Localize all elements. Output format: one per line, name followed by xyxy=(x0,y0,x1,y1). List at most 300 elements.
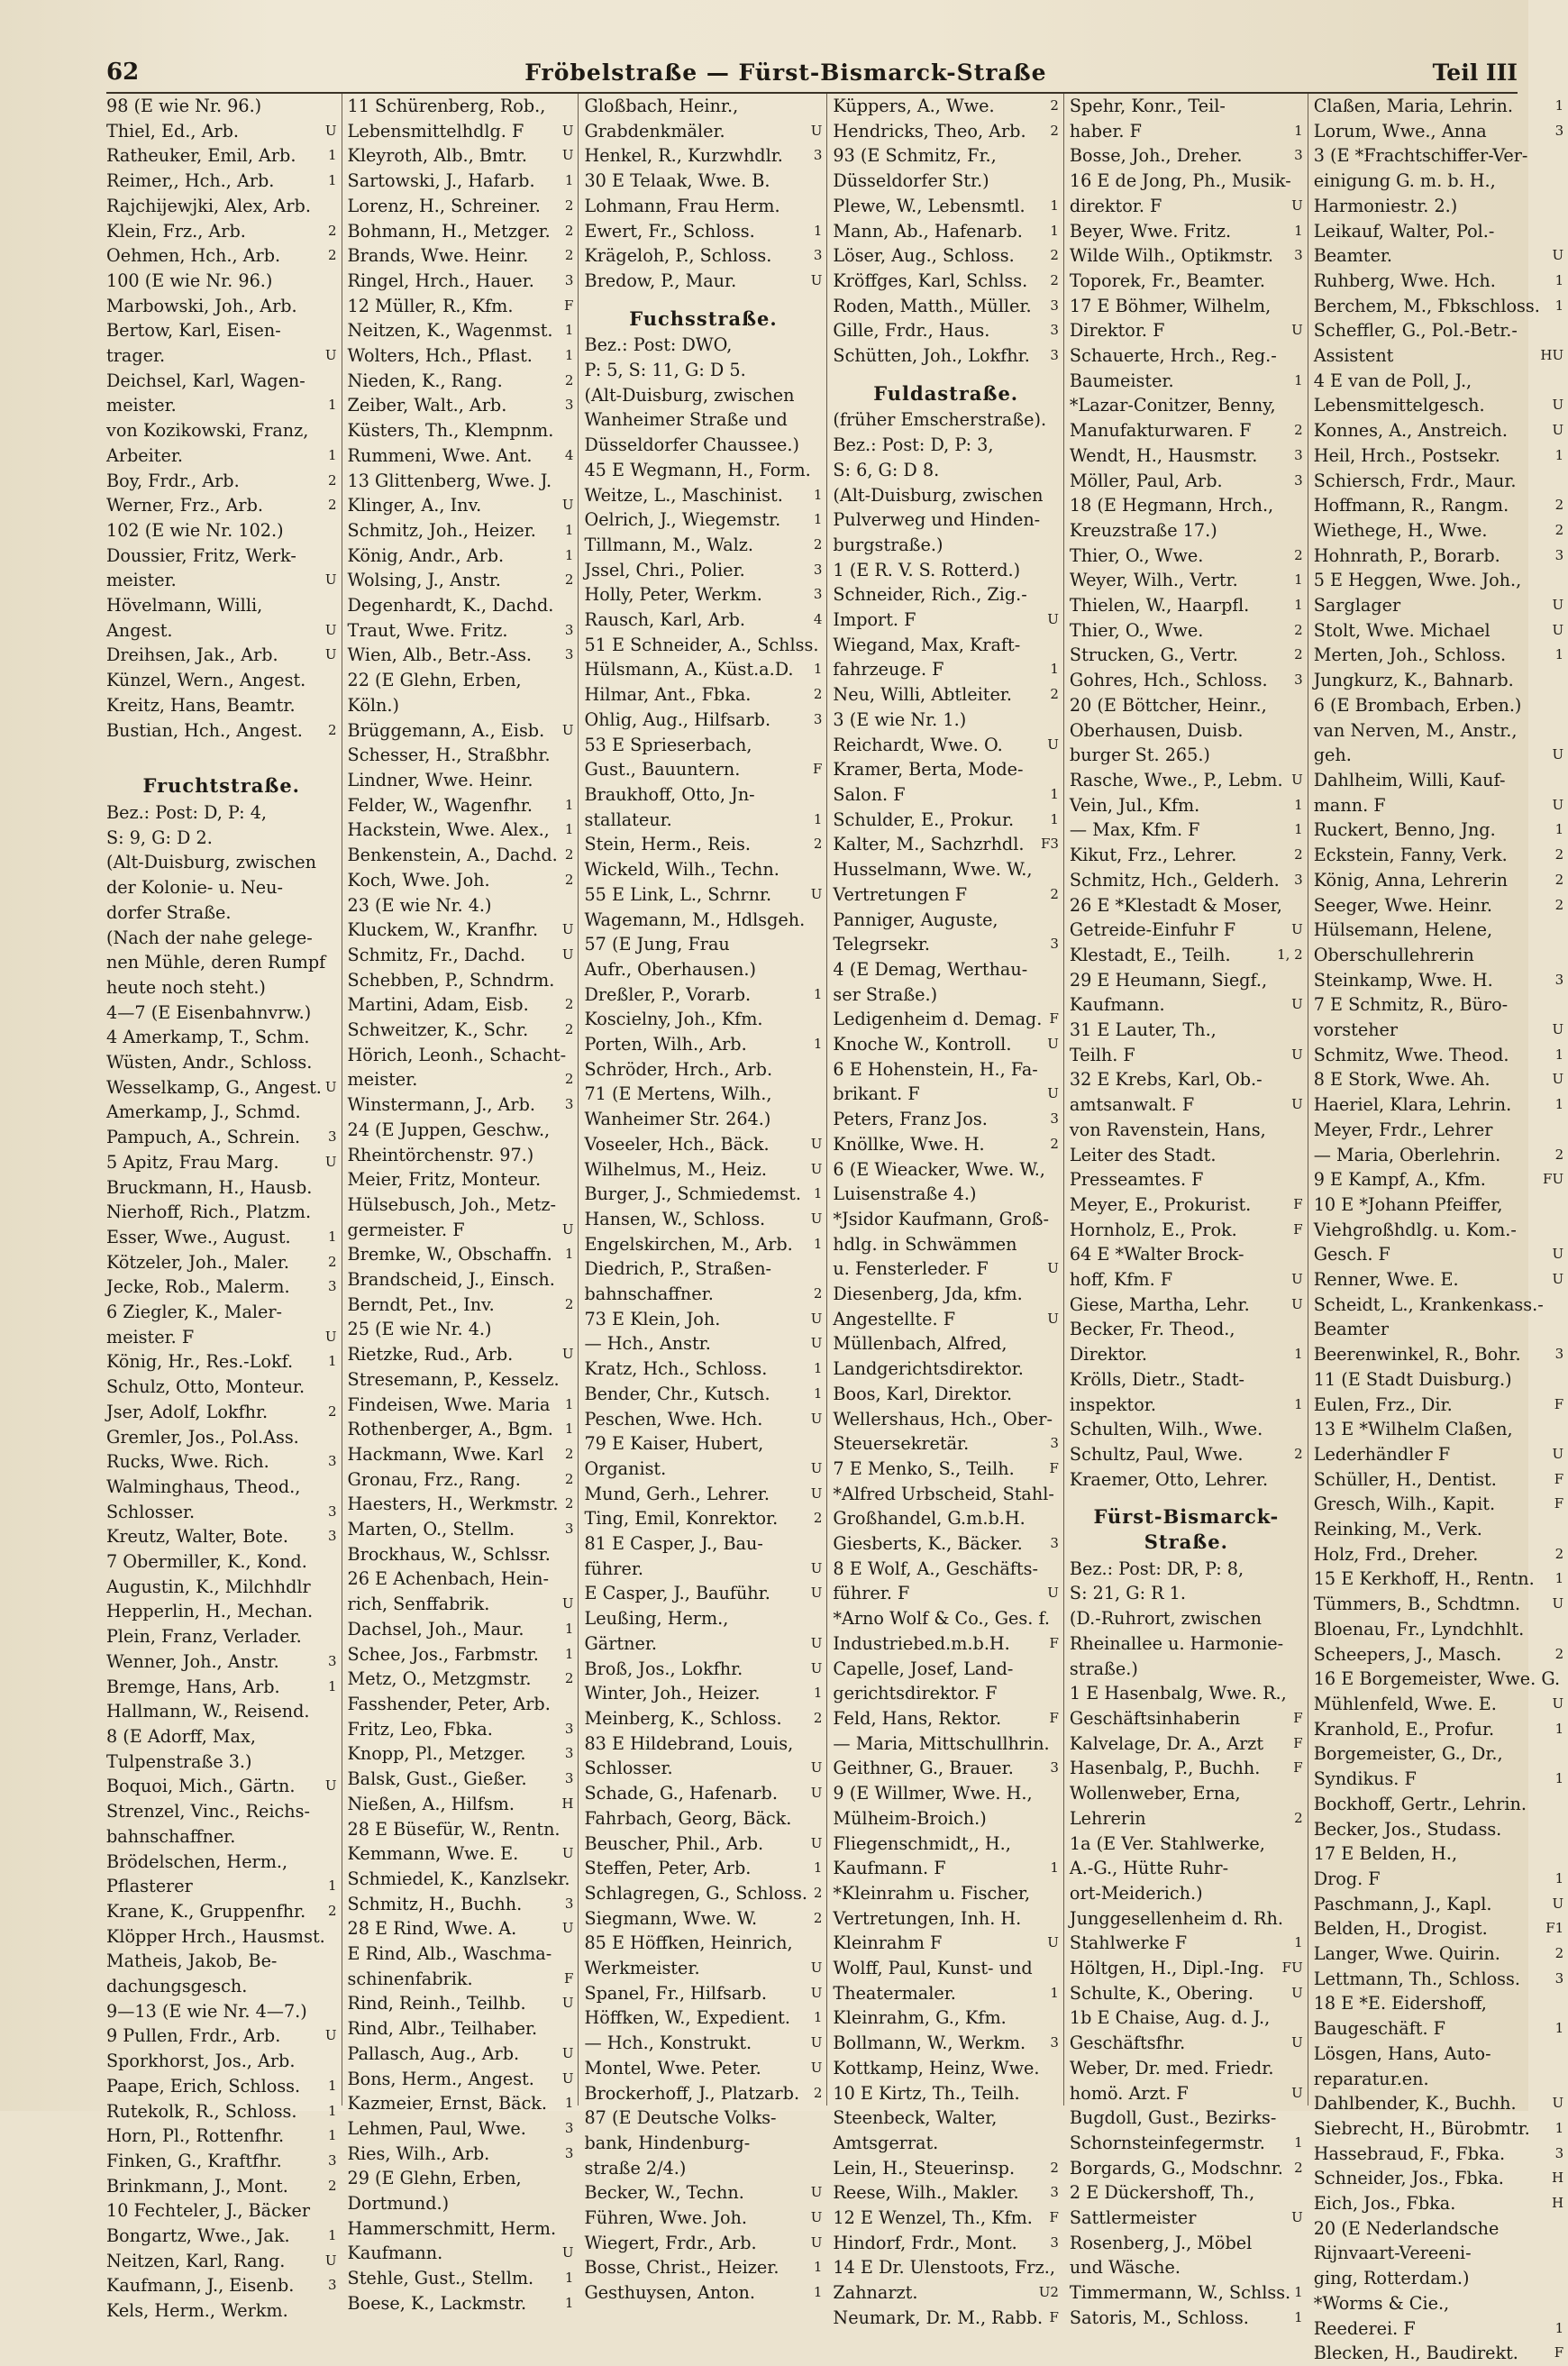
entry-text: Teilh. F xyxy=(1069,1044,1135,1065)
directory-entry xyxy=(1070,1143,1303,1168)
entry-text: Thier, O., Wwe. xyxy=(1069,544,1204,566)
entry-text: Peters, Franz Jos. xyxy=(833,1109,988,1130)
entry-text: Angestellte. F xyxy=(833,1308,956,1329)
entry-suffix: U xyxy=(561,945,574,963)
entry-suffix xyxy=(333,2298,337,2324)
entry-suffix: U xyxy=(561,2069,574,2087)
directory-entry xyxy=(106,169,337,194)
entry-text: germeister. F xyxy=(347,1219,465,1240)
entry-text: 87 (E Deutsche Volks- xyxy=(584,2107,777,2129)
entry-text: Lebensmittelhdlg. F xyxy=(347,120,524,142)
entry-suffix: 2 xyxy=(1050,97,1059,114)
page-header xyxy=(106,52,1518,94)
entry-suffix xyxy=(570,94,573,119)
directory-entry xyxy=(1314,544,1563,569)
entry-suffix: 1 xyxy=(813,1384,823,1402)
directory-entry xyxy=(348,593,574,618)
directory-entry xyxy=(833,1482,1059,1507)
entry-text: Wiegert, Frdr., Arb. xyxy=(584,2232,757,2253)
directory-entry xyxy=(1314,1567,1563,1592)
entry-text: 83 E Hildebrand, Louis, xyxy=(584,1732,794,1754)
directory-entry xyxy=(348,718,574,744)
entry-suffix: 2 xyxy=(564,1021,574,1038)
entry-suffix xyxy=(818,857,822,882)
entry-text: Benkenstein, A., Dachd. xyxy=(347,845,558,866)
entry-suffix xyxy=(818,1731,822,1757)
directory-entry xyxy=(106,369,337,394)
directory-entry xyxy=(348,1018,574,1043)
directory-entry xyxy=(106,1624,337,1649)
directory-entry xyxy=(106,1100,337,1125)
entry-text: Hörich, Leonh., Schacht- xyxy=(347,1044,567,1065)
directory-entry xyxy=(1314,1667,1563,1692)
entry-suffix: 1 xyxy=(328,1353,337,1370)
entry-suffix: 1 xyxy=(813,486,823,503)
entry-text: Toporek, Fr., Beamter. xyxy=(1069,269,1265,291)
entry-suffix xyxy=(333,1724,337,1749)
directory-entry xyxy=(1070,1293,1303,1318)
directory-entry xyxy=(1314,343,1563,369)
directory-entry xyxy=(1314,2166,1563,2191)
entry-suffix xyxy=(1299,1242,1303,1267)
entry-suffix xyxy=(1560,1317,1563,1342)
directory-entry xyxy=(348,1342,574,1367)
entry-text: Amtsgerrat. xyxy=(833,2132,939,2153)
entry-text: Belden, H., Drogist. xyxy=(1313,1918,1488,1940)
entry-text: Beamter. xyxy=(1313,245,1393,267)
entry-text: 10 Fechteler, J., Bäcker xyxy=(106,2200,310,2222)
entry-suffix: H xyxy=(1552,2170,1564,2187)
entry-text: Voseeler, Hch., Bäck. xyxy=(584,1133,770,1155)
entry-suffix xyxy=(1299,1417,1303,1442)
entry-text: Schmitz, Joh., Heizer. xyxy=(347,519,536,541)
entry-text: inspektor. xyxy=(1069,1393,1156,1415)
entry-suffix xyxy=(1560,1741,1563,1767)
entry-suffix: H xyxy=(1552,2195,1564,2212)
directory-entry xyxy=(1070,1218,1303,1243)
entry-text: Felder, W., Wagenfhr. xyxy=(347,794,533,816)
entry-text: Wickeld, Wilh., Techn. xyxy=(584,859,779,881)
entry-text: Stehle, Gust., Stellm. xyxy=(347,2268,534,2289)
column-2 xyxy=(342,94,579,2314)
entry-text: Sartowski, J., Hafarb. xyxy=(347,170,535,192)
entry-suffix: 2 xyxy=(564,1295,574,1312)
entry-text: Vertretungen, Inh. H. xyxy=(833,1907,1022,1929)
directory-entry xyxy=(1314,2191,1563,2216)
entry-suffix: 3 xyxy=(813,586,823,603)
directory-entry xyxy=(1070,843,1303,868)
entry-suffix xyxy=(333,1175,337,1201)
entry-suffix: 1 xyxy=(813,985,823,1002)
entry-text: Marten, O., Stellm. xyxy=(347,1519,515,1540)
entry-suffix: 1 xyxy=(1294,1934,1303,1951)
entry-suffix: U xyxy=(1552,1595,1564,1612)
directory-entry xyxy=(106,1225,337,1250)
entry-text: Hülsemann, Helene, xyxy=(1313,919,1493,941)
directory-entry xyxy=(1314,269,1563,294)
entry-text: 28 E Büsefür, W., Rentn. xyxy=(347,1818,561,1840)
directory-entry xyxy=(833,1856,1059,1881)
directory-entry xyxy=(584,1256,822,1282)
entry-text: burger St. 265.) xyxy=(1069,745,1210,766)
entry-suffix: 1 xyxy=(813,1360,823,1377)
directory-entry xyxy=(1070,1781,1303,1806)
directory-entry xyxy=(584,333,822,358)
directory-entry xyxy=(1070,1731,1303,1757)
entry-suffix: F xyxy=(1049,2209,1059,2226)
entry-text: Ledigenheim d. Demag. xyxy=(833,1009,1043,1030)
entry-suffix xyxy=(333,1949,337,1974)
directory-entry xyxy=(1070,343,1303,369)
directory-entry xyxy=(833,908,1059,933)
entry-text: Rheintörchenstr. 97.) xyxy=(347,1144,534,1165)
entry-text: Pulverweg und Hinden- xyxy=(833,509,1041,531)
entry-text: ort-Meiderich.) xyxy=(1069,1882,1203,1904)
entry-suffix: 1 xyxy=(813,1685,823,1702)
entry-text: Heil, Hrch., Postsekr. xyxy=(1313,444,1500,466)
entry-suffix: U xyxy=(810,1759,823,1777)
entry-suffix: 1 xyxy=(1294,2308,1303,2325)
directory-entry xyxy=(833,1706,1059,1731)
directory-entry xyxy=(1314,318,1563,343)
entry-suffix: U xyxy=(1552,1895,1564,1912)
directory-entry xyxy=(584,1407,822,1432)
entry-suffix: F1 xyxy=(1545,1920,1564,1937)
directory-entry xyxy=(1070,918,1303,943)
entry-text: Gesch. F xyxy=(1313,1244,1390,1265)
entry-suffix xyxy=(1299,893,1303,918)
entry-suffix xyxy=(818,358,822,383)
entry-text: Kottkamp, Heinz, Wwe. xyxy=(833,2057,1040,2078)
directory-entry xyxy=(348,343,574,369)
entry-text: hoff, Kfm. F xyxy=(1069,1269,1173,1291)
entry-suffix: U xyxy=(1047,1934,1059,1951)
entry-suffix xyxy=(333,1050,337,1075)
entry-suffix: F xyxy=(1049,1710,1059,1726)
directory-entry xyxy=(1070,618,1303,644)
directory-entry xyxy=(348,868,574,893)
entry-suffix: U xyxy=(810,1959,823,1977)
entry-suffix: 2 xyxy=(328,721,337,738)
entry-text: 93 (E Schmitz, Fr., xyxy=(833,145,997,167)
directory-entry xyxy=(584,1531,822,1557)
entry-text: 17 E Belden, H., xyxy=(1313,1843,1458,1865)
entry-text: Scheffler, G., Pol.-Betr.- xyxy=(1313,320,1518,342)
entry-suffix xyxy=(1299,294,1303,319)
entry-text: trager. xyxy=(106,345,166,367)
directory-entry xyxy=(106,294,337,319)
entry-text: *Kleinrahm u. Fischer, xyxy=(833,1882,1031,1904)
entry-suffix: 3 xyxy=(1554,546,1564,563)
directory-entry xyxy=(348,393,574,418)
entry-suffix: 3 xyxy=(1294,671,1303,689)
entry-suffix xyxy=(818,458,822,483)
entry-text: Bons, Herm., Angest. xyxy=(347,2068,534,2089)
entry-text: Strenzel, Vinc., Reichs- xyxy=(106,1801,310,1822)
entry-text: Dahlheim, Willi, Kauf- xyxy=(1313,769,1506,790)
entry-suffix: U xyxy=(1552,746,1564,763)
entry-text: Schauerte, Hrch., Reg.- xyxy=(1069,345,1277,367)
directory-entry xyxy=(348,1267,574,1293)
directory-entry xyxy=(1070,2306,1303,2331)
directory-entry xyxy=(833,318,1059,343)
entry-suffix xyxy=(333,1575,337,1600)
directory-entry xyxy=(106,875,337,900)
entry-text: Sattlermeister xyxy=(1069,2207,1197,2229)
entry-text: von Kozikowski, Franz, xyxy=(106,420,309,442)
entry-suffix xyxy=(1055,982,1059,1008)
entry-text: Führen, Wwe. Joh. xyxy=(584,2207,747,2229)
directory-entry xyxy=(1070,1192,1303,1218)
entry-suffix xyxy=(570,2216,573,2242)
directory-entry xyxy=(348,743,574,768)
entry-suffix xyxy=(570,693,573,718)
entry-suffix: 2 xyxy=(328,247,337,264)
entry-text: Löser, Aug., Schloss. xyxy=(833,245,1015,267)
entry-suffix xyxy=(1560,2067,1563,2092)
entry-text: Weyer, Wilh., Vertr. xyxy=(1069,570,1238,591)
entry-text: — Maria, Mittschullhrin. xyxy=(833,1732,1050,1754)
directory-entry xyxy=(833,932,1059,957)
entry-suffix xyxy=(1299,94,1303,119)
entry-text: Lehrerin xyxy=(1069,1807,1146,1829)
entry-text: gerichtsdirektor. F xyxy=(833,1683,998,1704)
entry-text: direktor. F xyxy=(1069,195,1162,216)
directory-entry xyxy=(348,2016,574,2042)
entry-suffix: U xyxy=(561,2044,574,2061)
entry-suffix: 1 xyxy=(564,1246,574,1263)
entry-suffix xyxy=(333,2049,337,2074)
entry-text: Giese, Martha, Lehr. xyxy=(1069,1293,1250,1315)
entry-text: und Wäsche. xyxy=(1069,2257,1181,2279)
directory-entry xyxy=(1070,893,1303,918)
entry-text: Jser, Adolf, Lokfhr. xyxy=(106,1401,269,1422)
directory-entry xyxy=(106,243,337,269)
entry-suffix: U xyxy=(810,2059,823,2076)
entry-suffix xyxy=(333,1599,337,1624)
entry-suffix: 1 xyxy=(813,1235,823,1252)
directory-entry xyxy=(833,733,1059,758)
directory-entry xyxy=(584,708,822,733)
directory-entry xyxy=(1070,2156,1303,2181)
entry-text: burgstraße.) xyxy=(833,534,944,555)
entry-suffix xyxy=(333,926,337,951)
directory-entry xyxy=(348,94,574,119)
directory-entry xyxy=(833,1931,1059,1956)
directory-entry xyxy=(584,1382,822,1407)
entry-suffix: U xyxy=(1291,196,1303,214)
entry-text: Claßen, Maria, Lehrin. xyxy=(1313,96,1513,116)
directory-entry xyxy=(833,1256,1059,1282)
directory-entry xyxy=(1314,1542,1563,1567)
entry-suffix xyxy=(1299,2255,1303,2280)
entry-suffix: 2 xyxy=(564,571,574,589)
entry-text: Meyer, E., Prokurist. xyxy=(1069,1193,1252,1215)
entry-suffix: 3 xyxy=(1294,147,1303,164)
directory-entry xyxy=(348,1118,574,1143)
directory-entry xyxy=(833,1357,1059,1382)
entry-text: Thier, O., Wwe. xyxy=(1069,619,1204,641)
entry-text: Schornsteinfegermstr. xyxy=(1069,2132,1265,2153)
entry-text: Brockerhoff, J., Platzarb. xyxy=(584,2082,800,2104)
entry-text: Kalvelage, Dr. A., Arzt xyxy=(1069,1732,1264,1754)
entry-suffix: U xyxy=(1047,1585,1059,1602)
entry-suffix: 1 xyxy=(1294,2284,1303,2301)
entry-text: Schweitzer, K., Schr. xyxy=(347,1019,529,1041)
entry-suffix: 2 xyxy=(813,1909,823,1926)
directory-entry xyxy=(106,1924,337,1950)
directory-entry xyxy=(584,1881,822,1906)
entry-text: Rothenberger, A., Bgm. xyxy=(347,1419,553,1440)
entry-suffix: F xyxy=(1554,1495,1564,1512)
entry-text: Winstermann, J., Arb. xyxy=(347,1094,535,1116)
entry-text: dorfer Straße. xyxy=(106,901,232,923)
entry-text: vorsteher xyxy=(1313,1019,1399,1041)
directory-entry xyxy=(348,418,574,443)
entry-text: Krölls, Dietr., Stadt- xyxy=(1069,1368,1245,1390)
directory-entry xyxy=(584,1506,822,1531)
entry-suffix xyxy=(1560,1367,1563,1393)
entry-suffix: 3 xyxy=(1294,471,1303,489)
entry-text: Lein, H., Steuerinsp. xyxy=(833,2157,1016,2179)
column-5 xyxy=(1064,94,1308,2328)
directory-entry xyxy=(106,94,337,119)
entry-text: Gresch, Wilh., Kapit. xyxy=(1313,1494,1496,1515)
directory-entry xyxy=(348,1067,574,1092)
entry-suffix: 2 xyxy=(564,1495,574,1512)
directory-entry xyxy=(106,1400,337,1425)
directory-entry xyxy=(833,2005,1059,2031)
entry-suffix: 3 xyxy=(1554,1346,1564,1363)
entry-suffix: U xyxy=(1291,2209,1303,2226)
entry-suffix: U xyxy=(810,1210,823,1227)
directory-entry xyxy=(1314,1167,1563,1192)
entry-text: Schulte, K., Obering. xyxy=(1069,1982,1253,2004)
entry-text: Paape, Erich, Schloss. xyxy=(106,2075,301,2097)
entry-text: Plein, Franz, Verlader. xyxy=(106,1626,302,1648)
directory-entry xyxy=(1314,1817,1563,1842)
entry-text: Timmermann, W., Schlss. xyxy=(1069,2282,1291,2304)
directory-entry xyxy=(1314,294,1563,319)
directory-entry xyxy=(584,908,822,933)
entry-suffix: 3 xyxy=(813,247,823,264)
entry-suffix xyxy=(1055,2131,1059,2156)
entry-text: Luisenstraße 4.) xyxy=(833,1183,977,1205)
directory-entry xyxy=(1070,1856,1303,1881)
entry-suffix: 2 xyxy=(328,471,337,489)
entry-text: Wolff, Paul, Kunst- und xyxy=(833,1958,1033,1979)
entry-text: 9 Pullen, Frdr., Arb. xyxy=(106,2025,281,2047)
entry-text: Stein, Herm., Reis. xyxy=(584,834,752,855)
entry-text: Kreutz, Walter, Bote. xyxy=(106,1526,289,1548)
entry-suffix: U xyxy=(810,1135,823,1152)
directory-entry xyxy=(584,1832,822,1857)
directory-entry xyxy=(584,832,822,857)
directory-entry xyxy=(348,843,574,868)
entry-text: Schüller, H., Dentist. xyxy=(1313,1468,1497,1490)
entry-text: 4 Amerkamp, T., Schm. xyxy=(106,1027,310,1048)
entry-text: 57 (E Jung, Frau xyxy=(584,934,730,955)
entry-text: Gille, Frdr., Haus. xyxy=(833,320,990,342)
directory-entry xyxy=(584,757,822,782)
directory-entry xyxy=(833,2081,1059,2106)
directory-entry xyxy=(106,1524,337,1549)
entry-text: Köln.) xyxy=(347,694,399,716)
entry-suffix: U xyxy=(810,2184,823,2201)
directory-entry xyxy=(1070,1557,1303,1582)
entry-text: Eckstein, Fanny, Verk. xyxy=(1313,845,1508,866)
directory-entry xyxy=(1314,992,1563,1018)
directory-entry xyxy=(584,2156,822,2181)
entry-text: Baumeister. xyxy=(1069,370,1174,391)
entry-suffix xyxy=(333,1375,337,1400)
directory-entry xyxy=(106,2273,337,2298)
directory-entry xyxy=(1314,1143,1563,1168)
entry-text: Horn, Pl., Rottenfhr. xyxy=(106,2125,285,2147)
directory-entry xyxy=(833,2156,1059,2181)
directory-entry xyxy=(1070,992,1303,1018)
directory-entry xyxy=(584,633,822,658)
entry-suffix: 1 xyxy=(328,147,337,164)
directory-entry xyxy=(1070,2255,1303,2280)
directory-entry xyxy=(106,2049,337,2074)
entry-text: Kaufmann, J., Eisenb. xyxy=(106,2275,295,2297)
entry-suffix: U xyxy=(1552,397,1564,414)
entry-suffix: U xyxy=(1291,1096,1303,1113)
directory-entry xyxy=(1070,1756,1303,1781)
directory-entry xyxy=(833,1581,1059,1606)
entry-suffix: U xyxy=(1291,1295,1303,1312)
entry-suffix xyxy=(1299,2005,1303,2031)
entry-suffix xyxy=(1299,2231,1303,2256)
directory-entry xyxy=(1070,743,1303,768)
entry-suffix xyxy=(1560,369,1563,394)
entry-text: Burger, J., Schmiedemst. xyxy=(584,1183,801,1205)
directory-entry xyxy=(833,194,1059,219)
entry-text: heute noch steht.) xyxy=(106,976,266,998)
entry-suffix: 1 xyxy=(1050,1984,1059,2001)
entry-suffix: U xyxy=(1291,996,1303,1013)
entry-suffix: U xyxy=(1552,597,1564,614)
directory-entry xyxy=(106,1575,337,1600)
directory-entry xyxy=(584,219,822,244)
directory-entry xyxy=(1070,1118,1303,1143)
directory-entry xyxy=(348,693,574,718)
entry-suffix xyxy=(333,294,337,319)
entry-suffix: 1 xyxy=(813,511,823,528)
entry-suffix: 1 xyxy=(1050,785,1059,802)
directory-entry xyxy=(1314,2291,1563,2316)
directory-entry xyxy=(106,318,337,343)
entry-text: Rasche, Wwe., P., Lebm. xyxy=(1069,769,1283,790)
directory-entry xyxy=(584,2081,822,2106)
directory-entry xyxy=(833,169,1059,194)
entry-suffix xyxy=(333,2198,337,2224)
entry-suffix xyxy=(1055,1681,1059,1706)
entry-suffix: 2 xyxy=(1294,422,1303,439)
directory-entry xyxy=(584,1631,822,1657)
entry-text: 3 (E wie Nr. 1.) xyxy=(833,708,967,730)
entry-text: Oberschullehrerin xyxy=(1313,944,1474,965)
entry-suffix: 2 xyxy=(1554,1645,1564,1662)
directory-entry xyxy=(348,1741,574,1767)
entry-text: Zeiber, Walt., Arb. xyxy=(347,395,507,416)
entry-suffix: 3 xyxy=(564,1745,574,1762)
entry-text: von Ravenstein, Hans, xyxy=(1069,1119,1266,1140)
directory-entry xyxy=(584,458,822,483)
entry-text: 24 (E Juppen, Geschw., xyxy=(347,1119,551,1140)
directory-entry xyxy=(106,194,337,219)
